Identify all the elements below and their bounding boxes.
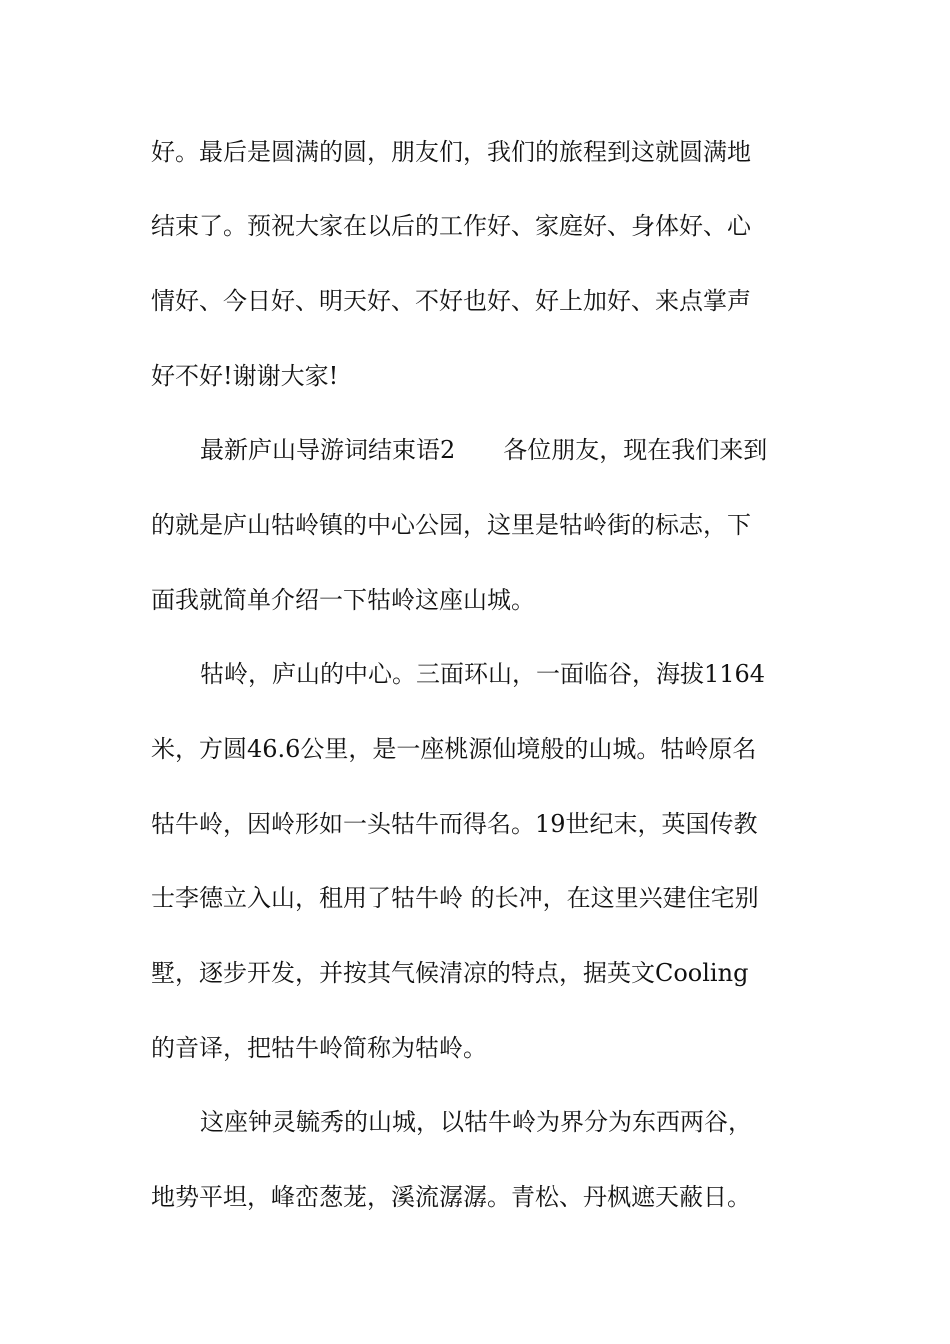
text-line: 最新庐山导游词结束语2 各位朋友，现在我们来到 bbox=[200, 436, 768, 464]
text-line: 这座钟灵毓秀的山城，以牯牛岭为界分为东西两谷， bbox=[200, 1108, 752, 1136]
text-line: 牯牛岭，因岭形如一头牯牛而得名。19世纪末，英国传教 bbox=[151, 810, 758, 838]
text-line: 好不好!谢谢大家! bbox=[151, 362, 339, 390]
text-line: 的就是庐山牯岭镇的中心公园，这里是牯岭街的标志，下 bbox=[151, 511, 751, 539]
text-line: 情好、今日好、明天好、不好也好、好上加好、来点掌声 bbox=[151, 287, 751, 315]
text-line: 好。最后是圆满的圆，朋友们，我们的旅程到这就圆满地 bbox=[151, 138, 751, 166]
text-line: 结束了。预祝大家在以后的工作好、家庭好、身体好、心 bbox=[151, 212, 751, 240]
text-line: 墅，逐步开发，并按其气候清凉的特点，据英文Cooling bbox=[151, 959, 749, 987]
text-line: 地势平坦，峰峦葱茏，溪流潺潺。青松、丹枫遮天蔽日。 bbox=[151, 1183, 751, 1211]
text-line: 士李德立入山，租用了牯牛岭 的长冲，在这里兴建住宅别 bbox=[151, 884, 759, 912]
text-line: 面我就简单介绍一下牯岭这座山城。 bbox=[151, 586, 535, 614]
text-line: 牯岭，庐山的中心。三面环山，一面临谷，海拔1164 bbox=[200, 660, 766, 688]
text-line: 米，方圆46.6公里，是一座桃源仙境般的山城。牯岭原名 bbox=[151, 735, 757, 763]
text-line: 的音译，把牯牛岭简称为牯岭。 bbox=[151, 1034, 487, 1062]
